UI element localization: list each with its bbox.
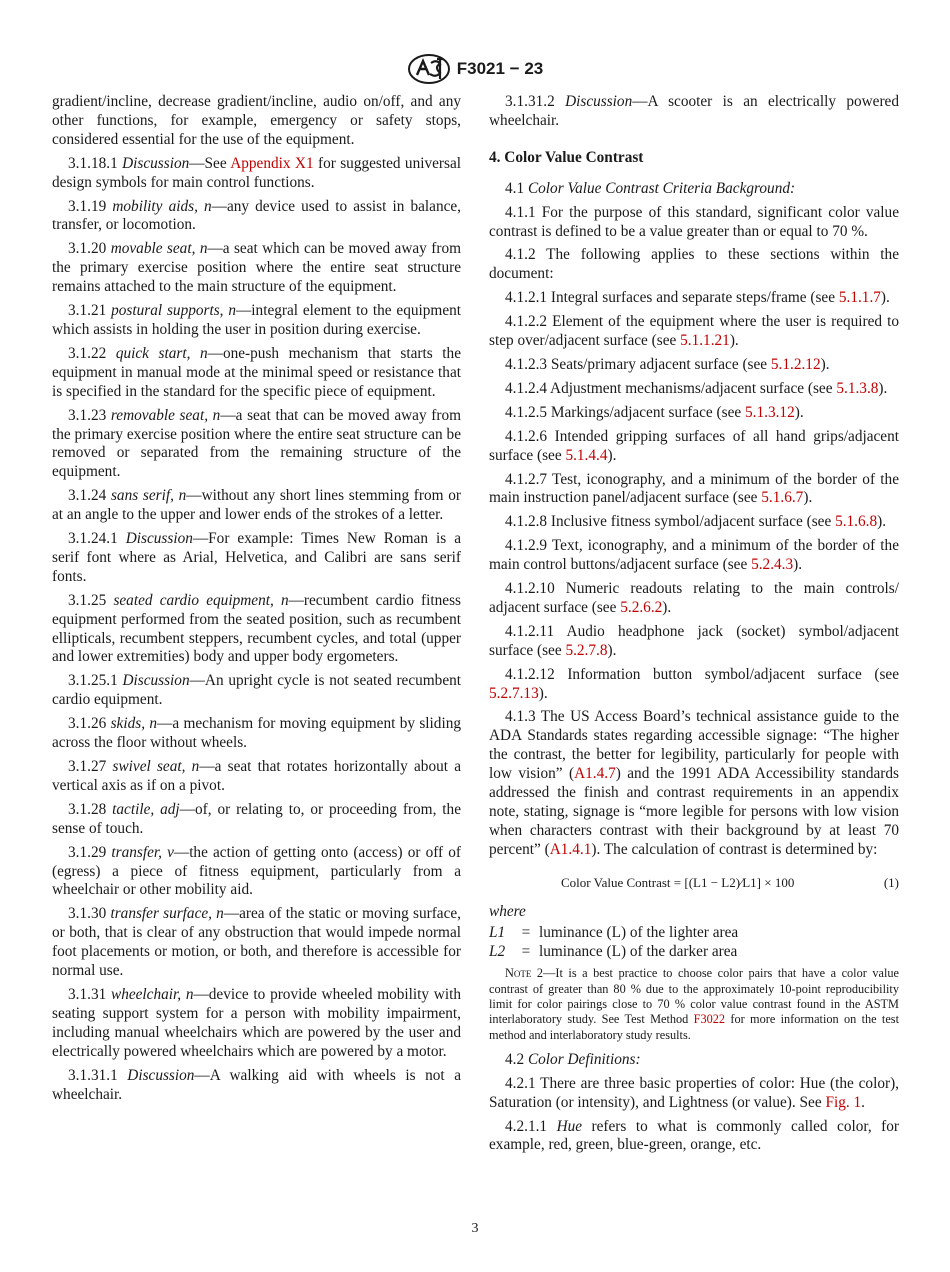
variable-definition: L2 = luminance (L) of the darker area xyxy=(489,943,738,961)
list-item: 4.1.2.5 Markings/adjacent surface (see 5.1.3.12). xyxy=(505,403,804,421)
list-item: 4.1.2.6 Intended gripping surfaces of all hand grips/adjacent surface (see 5.1.4.4). xyxy=(489,427,899,464)
definition: 3.1.20 movable seat, n—a seat which can be moved away from the primary exercise position where the entire seat structure remains attached to the main structure of the equipment. xyxy=(52,240,461,296)
where-label: where xyxy=(489,902,526,920)
reference-link[interactable]: 5.1.1.21 xyxy=(680,332,730,350)
list-item: 4.1.2.3 Seats/primary adjacent surface (see 5.1.2.12). xyxy=(505,355,830,373)
definition: 3.1.28 tactile, adj—of, or relating to, or proceeding from, the sense of touch. xyxy=(52,800,461,837)
reference-link[interactable]: A1.4.7 xyxy=(574,765,616,783)
list-item: 4.1.2.4 Adjustment mechanisms/adjacent surface (see 5.1.3.8). xyxy=(505,379,888,397)
document-number: F3021 − 23 xyxy=(456,59,544,78)
paragraph: 4.1.3 The US Access Board’s technical assistance guide to the ADA Standards states regarding accessible signage: “The higher the contrast, the better for legibility, particularly for people with low vision” (A1.4.7) and the 1991 ADA Accessibility standards addressed the finish and contrast requirements in an appendix note, stating, signage is “more legible for persons with low vision when characters contrast with their background by at least 70 percent” (A1.4.1). The calculation of contrast is determined by: xyxy=(489,708,899,858)
subsection-title: 4.2 Color Definitions: xyxy=(505,1050,641,1068)
reference-link[interactable]: 5.1.2.12 xyxy=(770,355,821,373)
section-heading: 4. Color Value Contrast xyxy=(489,148,644,166)
equation xyxy=(489,874,899,893)
variable-definition: L1 = luminance (L) of the lighter area xyxy=(489,923,739,941)
reference-link[interactable]: 5.2.6.2 xyxy=(620,598,663,616)
paragraph: gradient/incline, decrease gradient/incline, audio on/off, and any other functions, for example, emergency or safety stops, considered essential for the use of the equipment. xyxy=(52,93,461,148)
definition: 3.1.22 quick start, n—one-push mechanism that starts the equipment in manual mode at the minimal speed or resistance that is specified in the standard for the specific piece of equipment. xyxy=(52,344,461,400)
definition: 3.1.25 seated cardio equipment, n—recumbent cardio fitness equipment performed from the seated position, such as recumbent ellipticals, recumbent steppers, recumbent cycles, and total (upper and lower extremities) body and upper body ergometers. xyxy=(52,591,461,666)
definition: 3.1.24 sans serif, n—without any short lines stemming from or at an angle to the upper and lower ends of the strokes of a letter. xyxy=(52,487,461,524)
note: Note 2—It is a best practice to choose color pairs that have a color value contrast of greater than 80 % due to the approximately 10-point reproducibility limit for color pairings close to 70 % color value contrast found in the ASTM interlaboratory study. See Test Method F3022 for more information on the test method and interlaboratory study results. xyxy=(489,966,899,1042)
page-number: 3 xyxy=(471,1221,479,1236)
definition: 3.1.31.2 Discussion—A scooter is an electrically powered wheelchair. xyxy=(489,93,899,129)
definition: 3.1.26 skids, n—a mechanism for moving equipment by sliding across the floor without wheels. xyxy=(52,715,461,752)
definition: 3.1.29 transfer, v—the action of getting onto (access) or off of (egress) a piece of fitness equipment, particularly from a wheelchair or other mobility aid. xyxy=(52,843,462,899)
reference-link[interactable]: 5.2.4.3 xyxy=(751,556,794,574)
paragraph: 3.1.18.1 Discussion—See Appendix X1 for suggested universal design symbols for main control functions. xyxy=(52,154,461,191)
reference-link[interactable]: 5.1.6.8 xyxy=(835,513,878,531)
definition: 3.1.25.1 Discussion—An upright cycle is not seated recumbent cardio equipment. xyxy=(52,672,462,709)
paragraph: 4.2.1 There are three basic properties of color: Hue (the color), Saturation (or intensity), and Lightness (or value). See Fig. 1. xyxy=(489,1074,899,1111)
appendix-link[interactable]: Appendix X1 xyxy=(230,154,314,172)
reference-link[interactable]: 5.1.6.7 xyxy=(761,489,804,507)
equation-expression: Color Value Contrast = [(L1 − L2)⁄L1] × 100 xyxy=(561,874,795,890)
list-item: 4.1.2.2 Element of the equipment where the user is required to step over/adjacent surface (see 5.1.1.21). xyxy=(489,313,899,350)
left-column xyxy=(52,93,461,1109)
definition: 3.1.30 transfer surface, n—area of the static or moving surface, or both, that is clear of any obstruction that would impede normal foot placements or motion, or both, and therefore is accessible for normal use. xyxy=(52,905,461,980)
equation-number: (1) xyxy=(883,874,899,890)
page-header xyxy=(0,52,950,86)
right-column xyxy=(489,93,899,1160)
list-item: 4.1.2.12 Information button symbol/adjacent surface (see 5.2.7.13). xyxy=(489,665,899,702)
reference-link[interactable]: 5.2.7.13 xyxy=(489,684,539,702)
list-item: 4.1.2.10 Numeric readouts relating to the main controls/ adjacent surface (see 5.2.6.2). xyxy=(489,580,899,616)
list-item: 4.1.2.7 Test, iconography, and a minimum of the border of the main instruction panel/adjacent surface (see 5.1.6.7). xyxy=(489,470,899,507)
figure-link[interactable]: Fig. 1 xyxy=(825,1093,862,1111)
reference-link[interactable]: 5.1.4.4 xyxy=(565,446,608,464)
reference-link[interactable]: 5.1.1.7 xyxy=(838,289,881,307)
definition: 3.1.27 swivel seat, n—a seat that rotates horizontally about a vertical axis as if on a pivot. xyxy=(52,758,462,794)
definition: 3.1.31 wheelchair, n—device to provide wheeled mobility with seating support system for a person with mobility impairment, including manual wheelchairs which are powered by the user and electrically powered wheelchairs which are powered by a motor. xyxy=(52,985,461,1060)
reference-link[interactable]: 5.1.3.12 xyxy=(745,403,795,421)
definition: 3.1.21 postural supports, n—integral element to the equipment which assists in holding the user in position during exercise. xyxy=(52,302,462,338)
definition: 3.1.31.1 Discussion—A walking aid with wheels is not a wheelchair. xyxy=(52,1066,461,1103)
reference-link[interactable]: 5.1.3.8 xyxy=(836,379,879,397)
list-item: 4.1.2.1 Integral surfaces and separate steps/frame (see 5.1.1.7). xyxy=(505,289,890,307)
list-item: 4.1.2.8 Inclusive fitness symbol/adjacent surface (see 5.1.6.8). xyxy=(505,513,887,531)
paragraph: 4.1.2 The following applies to these sections within the document: xyxy=(489,246,899,283)
list-item: 4.1.2.9 Text, iconography, and a minimum of the border of the main control buttons/adjacent surface (see 5.2.4.3). xyxy=(489,537,899,574)
paragraph: 4.1.1 For the purpose of this standard, significant color value contrast is defined to be a value greater than or equal to 70 %. xyxy=(489,203,899,240)
definition: 3.1.19 mobility aids, n—any device used to assist in balance, transfer, or locomotion. xyxy=(52,197,461,234)
definition: 3.1.23 removable seat, n—a seat that can be moved away from the primary exercise position where the entire seat structure can be removed or separated from the remaining structure of the equipment. xyxy=(52,406,461,481)
definition: 3.1.24.1 Discussion—For example: Times New Roman is a serif font where as Arial, Helvetica, and Calibri are sans serif fonts. xyxy=(52,530,461,585)
astm-logo-icon xyxy=(407,53,451,85)
reference-link[interactable]: F3022 xyxy=(693,1012,726,1027)
list-item: 4.1.2.11 Audio headphone jack (socket) symbol/adjacent surface (see 5.2.7.8). xyxy=(489,622,899,659)
definition: 4.2.1.1 Hue refers to what is commonly called color, for example, red, green, blue-green, orange, etc. xyxy=(489,1117,899,1154)
reference-link[interactable]: 5.2.7.8 xyxy=(565,641,608,659)
subsection-title: 4.1 Color Value Contrast Criteria Background: xyxy=(505,179,796,197)
reference-link[interactable]: A1.4.1 xyxy=(549,840,592,858)
